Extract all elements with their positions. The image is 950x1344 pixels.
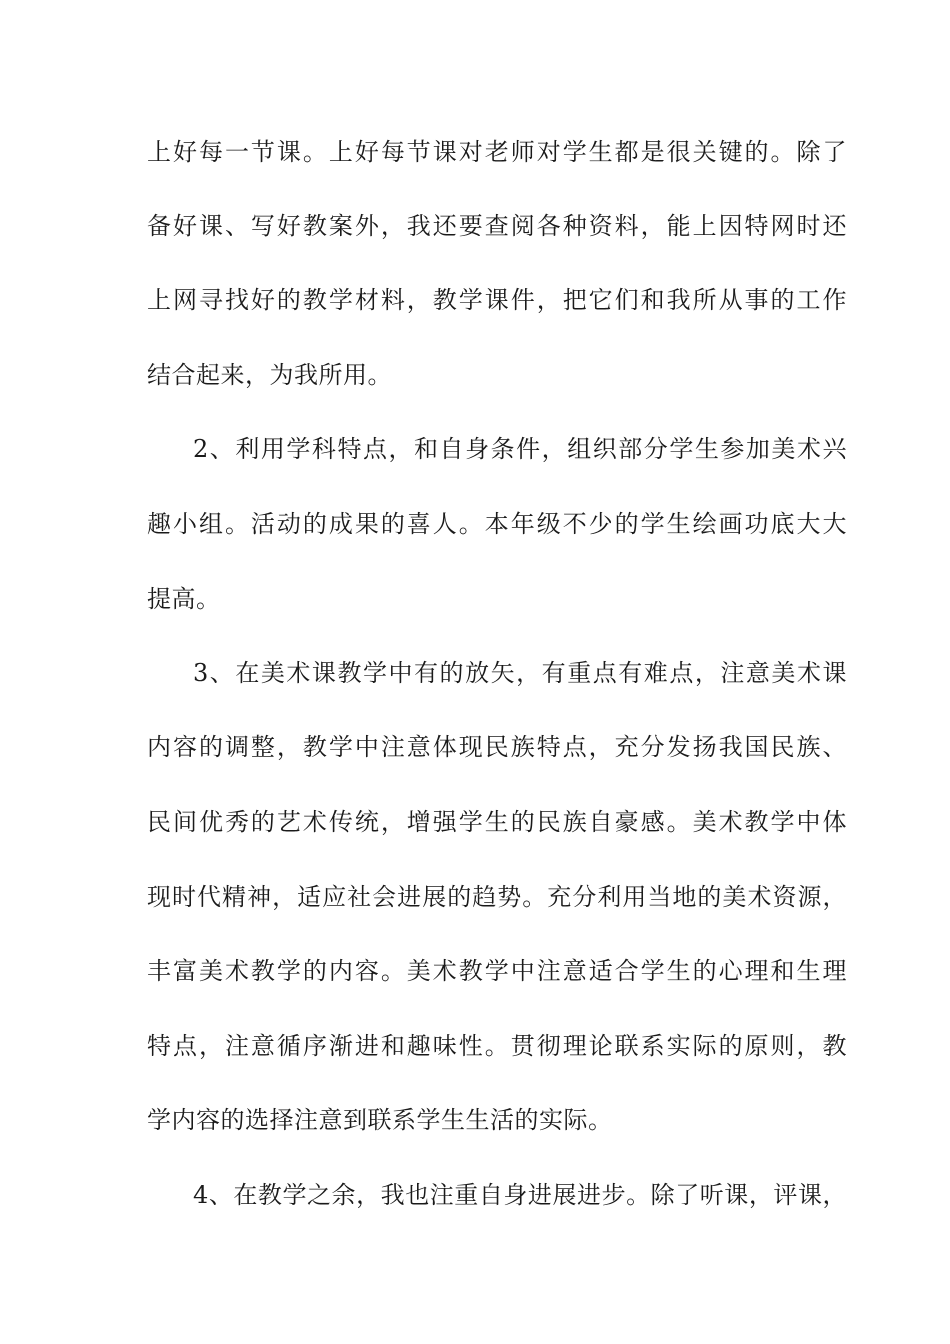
text-line: 内容的调整，教学中注意体现民族特点，充分发扬我国民族、 — [147, 733, 847, 761]
text-line: 丰富美术教学的内容。美术教学中注意适合学生的心理和生理 — [147, 957, 847, 985]
paragraph-start-line: 3、在美术课教学中有的放矢，有重点有难点，注意美术课 — [193, 659, 847, 687]
text-line: 现时代精神，适应社会进展的趋势。充分利用当地的美术资源， — [147, 883, 847, 911]
text-line: 民间优秀的艺术传统，增强学生的民族自豪感。美术教学中体 — [147, 808, 847, 836]
paragraph-start-line: 2、利用学科特点，和自身条件，组织部分学生参加美术兴 — [193, 435, 847, 463]
text-line: 上好每一节课。上好每节课对老师对学生都是很关键的。除了 — [147, 138, 847, 166]
text-line: 学内容的选择注意到联系学生生活的实际。 — [147, 1106, 613, 1134]
text-line: 上网寻找好的教学材料，教学课件，把它们和我所从事的工作 — [147, 286, 847, 314]
text-line: 备好课、写好教案外，我还要查阅各种资料，能上因特网时还 — [147, 212, 847, 240]
paragraph-start-line: 4、在教学之余，我也注重自身进展进步。除了听课，评课， — [193, 1181, 847, 1209]
text-line: 结合起来，为我所用。 — [147, 361, 392, 389]
text-line: 趣小组。活动的成果的喜人。本年级不少的学生绘画功底大大 — [147, 510, 847, 538]
text-line: 特点，注意循序渐进和趣味性。贯彻理论联系实际的原则，教 — [147, 1032, 847, 1060]
text-line: 提高。 — [147, 585, 221, 613]
